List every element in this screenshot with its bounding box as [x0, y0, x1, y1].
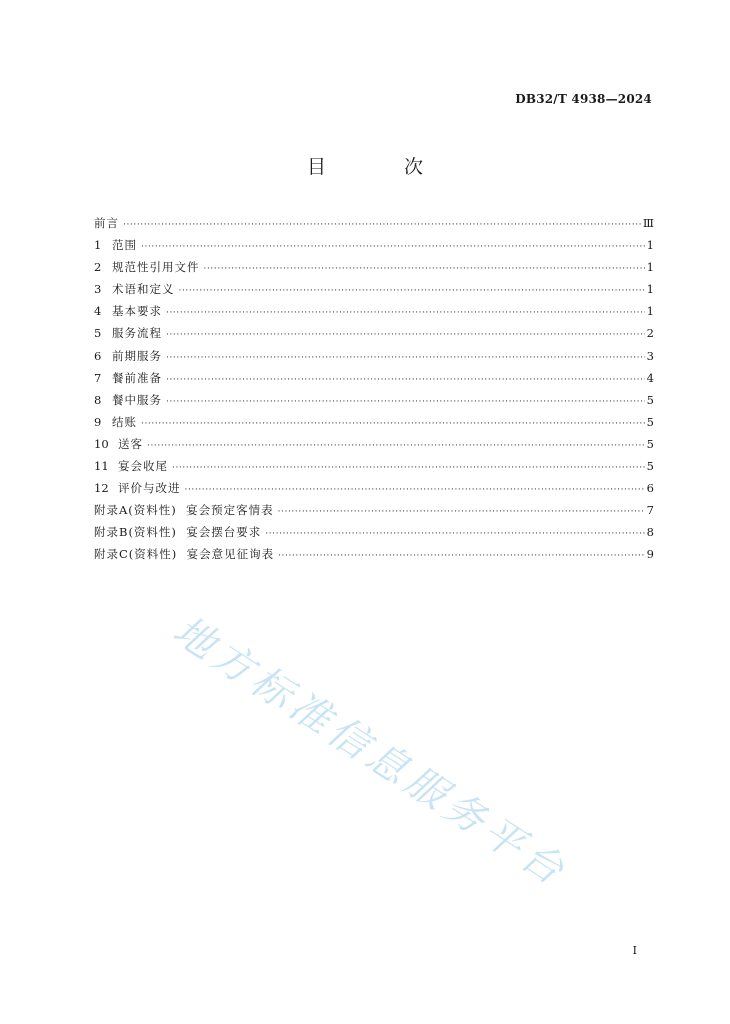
toc-entry-number: 3	[94, 282, 102, 297]
toc-entry-appendix-c[interactable]	[94, 543, 654, 565]
toc-leader-dots	[204, 258, 645, 280]
toc-entry-page: 5	[646, 414, 654, 429]
toc-entry-appendix-a[interactable]	[94, 499, 654, 521]
toc-leader-dots	[179, 280, 645, 302]
toc-entry-page: 5	[646, 392, 654, 407]
toc-entry-7[interactable]	[94, 367, 654, 389]
toc-entry-number: 5	[94, 326, 102, 341]
toc-entry-10[interactable]	[94, 433, 654, 455]
toc-entry-page: 1	[646, 238, 654, 253]
table-of-contents	[94, 212, 654, 566]
toc-entry-page: Ⅲ	[642, 216, 654, 230]
toc-entry-page: 4	[646, 370, 654, 385]
toc-leader-dots	[265, 523, 644, 545]
toc-leader-dots	[166, 302, 645, 324]
toc-leader-dots	[123, 214, 641, 236]
toc-entry-label: 宴会收尾	[118, 459, 168, 474]
toc-entry-11[interactable]	[94, 455, 654, 477]
toc-entry-12[interactable]	[94, 477, 654, 499]
toc-leader-dots	[185, 479, 645, 501]
toc-entry-page: 8	[646, 525, 654, 540]
toc-leader-dots	[166, 324, 645, 346]
toc-entry-page: 1	[646, 260, 654, 275]
toc-entry-number: 12	[94, 481, 109, 496]
toc-entry-foreword[interactable]	[94, 212, 654, 234]
toc-entry-page: 7	[646, 503, 654, 518]
toc-entry-label: 服务流程	[112, 326, 162, 341]
toc-entry-6[interactable]	[94, 345, 654, 367]
toc-entry-label: 规范性引用文件	[112, 260, 200, 275]
toc-entry-page: 5	[646, 436, 654, 451]
toc-leader-dots	[141, 236, 645, 258]
toc-entry-label: 范围	[112, 238, 137, 253]
toc-leader-dots	[278, 545, 645, 567]
toc-leader-dots	[147, 435, 645, 457]
toc-entry-3[interactable]	[94, 278, 654, 300]
toc-leader-dots	[141, 413, 645, 435]
toc-entry-page: 3	[646, 348, 654, 363]
watermark: 地方标准信息服务平台	[165, 607, 576, 897]
toc-entry-label: 基本要求	[112, 304, 162, 319]
toc-entry-page: 6	[646, 481, 654, 496]
toc-entry-page: 1	[646, 304, 654, 319]
toc-title: 目 次	[306, 156, 460, 178]
toc-leader-dots	[166, 369, 645, 391]
toc-entry-page: 9	[646, 547, 654, 562]
page-number: I	[632, 944, 637, 957]
toc-entry-page: 5	[646, 459, 654, 474]
toc-entry-5[interactable]	[94, 322, 654, 344]
toc-entry-number: 10	[94, 436, 109, 451]
toc-entry-9[interactable]	[94, 411, 654, 433]
document-code: DB32/T 4938—2024	[515, 92, 652, 106]
toc-leader-dots	[172, 457, 645, 479]
toc-entry-number: 2	[94, 260, 102, 275]
toc-entry-number: 6	[94, 348, 102, 363]
toc-entry-label: 附录C(资料性) 宴会意见征询表	[94, 547, 275, 562]
toc-entry-appendix-b[interactable]	[94, 521, 654, 543]
toc-leader-dots	[166, 347, 645, 369]
toc-entry-number: 11	[94, 459, 109, 474]
toc-entry-label: 前期服务	[112, 348, 162, 363]
toc-leader-dots	[278, 501, 645, 523]
toc-entry-page: 1	[646, 282, 654, 297]
toc-entry-label: 附录B(资料性) 宴会摆台要求	[94, 525, 262, 540]
toc-entry-number: 8	[94, 392, 102, 407]
toc-entry-2[interactable]	[94, 256, 654, 278]
toc-entry-label: 前言	[94, 216, 119, 230]
toc-entry-label: 餐前准备	[112, 370, 162, 385]
toc-entry-label: 餐中服务	[112, 392, 162, 407]
toc-entry-label: 评价与改进	[118, 481, 181, 496]
toc-entry-page: 2	[646, 326, 654, 341]
toc-leader-dots	[166, 391, 645, 413]
toc-entry-number: 1	[94, 238, 102, 253]
toc-entry-8[interactable]	[94, 389, 654, 411]
toc-entry-label: 附录A(资料性) 宴会预定客情表	[94, 503, 274, 518]
toc-entry-label: 术语和定义	[112, 282, 175, 297]
toc-entry-4[interactable]	[94, 300, 654, 322]
toc-entry-label: 送客	[118, 436, 143, 451]
toc-entry-number: 7	[94, 370, 102, 385]
toc-entry-1[interactable]	[94, 234, 654, 256]
toc-entry-number: 4	[94, 304, 102, 319]
toc-entry-label: 结账	[112, 414, 137, 429]
toc-entry-number: 9	[94, 414, 102, 429]
